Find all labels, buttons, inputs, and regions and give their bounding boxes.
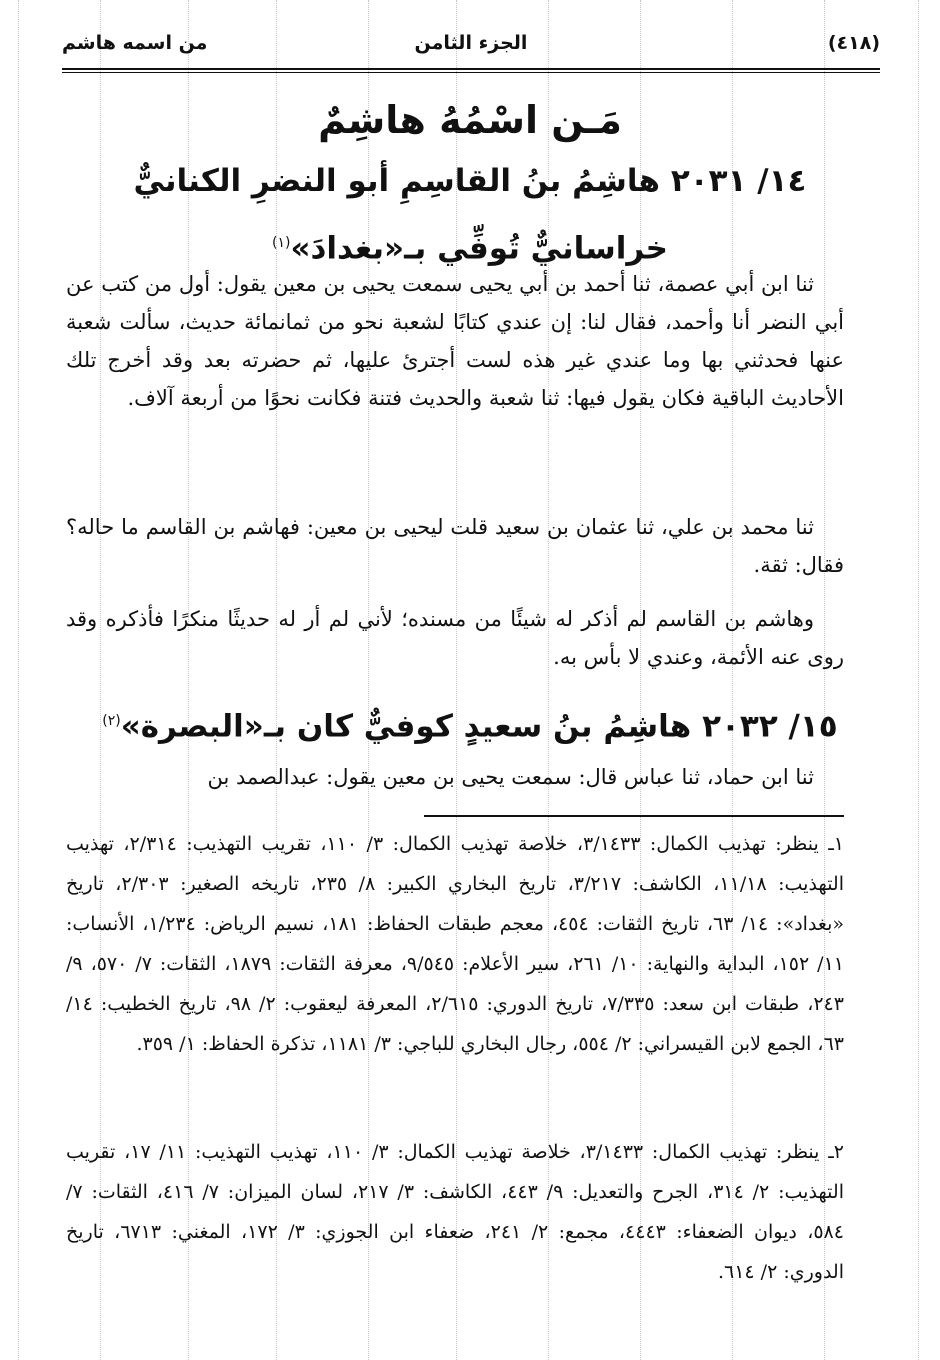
body-paragraph: ثنا ابن أبي عصمة، ثنا أحمد بن أبي يحيى سمعت يحيى بن معين يقول: أول من كتب عن أبي النضر أنا وأحمد، فقال لنا: إن عندي كتابًا لشعبة نحو من ثمانمائة حديث، سألت شعبة عنها فحدثني بها وما عندي غير هذه لست أجترئ عليها، ثم حضرته بعد وقد أخرج تلك الأحاديث الباقية فكان يقول فيها: ثنا شعبة والحديث فتنة فكانت نحوًا من أربعة آلاف. bbox=[66, 272, 844, 410]
header-rule bbox=[62, 72, 880, 73]
footnote: ١ـ ينظر: تهذيب الكمال: ٣/١٤٣٣، خلاصة تهذيب الكمال: ٣/ ١١٠، تقريب التهذيب: ٢/٣١٤، تهذيب التهذيب: ١١/١٨، الكاشف: ٣/٢١٧، تاريخ البخاري الكبير: ٨/ ٢٣٥، تاريخه الصغير: ٢/٣٠٣، تاريخ «بغداد»: ١٤/ ٦٣، تاريخ الثقات: ٤٥٤، معجم طبقات الحفاظ: ١٨١، نسيم الرياض: ١/٢٣٤، الأنساب: ١١/ ١٥٢، البداية والنهاية: ١٠/ ٢٦١، سير الأعلام: ٩/٥٤٥، معرفة الثقات: ١٨٧٩، الثقات: ٧/ ٥٧٠، ٩/ ٢٤٣، طبقات ابن سعد: ٧/٣٣٥، تاريخ الدوري: ٢/٦١٥، المعرفة ليعقوب: ٢/ ٩٨، تاريخ الخطيب: ١٤/ ٦٣، الجمع لابن القيسراني: ٢/ ٥٥٤، رجال البخاري للباجي: ٣/ ١١٨١، تذكرة الحفاظ: ١/ ٣٥٩. bbox=[66, 833, 844, 1055]
footnote-ref: (٢) bbox=[102, 713, 121, 729]
page-number: (٤١٨) bbox=[827, 32, 880, 54]
entry-heading bbox=[60, 690, 880, 757]
entry-heading: ١٤/ ٢٠٣١ هاشِمُ بنُ القاسِمِ أبو النضرِ الكنانيٌّ bbox=[133, 163, 807, 199]
entry-heading-text: ١٥/ ٢٠٣٢ هاشِمُ بنُ سعيدٍ كوفيٌّ كان بـ«البصرة» bbox=[120, 708, 838, 745]
body-paragraph: وهاشم بن القاسم لم أذكر له شيئًا من مسنده؛ لأني لم أر له حديثًا منكرًا فأذكره وقد روى عنه الأئمة، وعندي لا بأس به. bbox=[66, 607, 844, 669]
part-title: الجزء الثامن bbox=[414, 32, 528, 54]
header-rule bbox=[62, 68, 880, 70]
page-header bbox=[62, 24, 880, 74]
running-title: من اسمه هاشم bbox=[62, 32, 208, 54]
margin-dotted-line bbox=[918, 0, 919, 1360]
margin-dotted-line bbox=[18, 0, 19, 1360]
footnote: ٢ـ ينظر: تهذيب الكمال: ٣/١٤٣٣، خلاصة تهذيب الكمال: ٣/ ١١٠، تهذيب التهذيب: ١١/ ١٧، تقريب التهذيب: ٢/ ٣١٤، الجرح والتعديل: ٩/ ٤٤٣، الكاشف: ٣/ ٢١٧، لسان الميزان: ٧/ ٤١٦، الثقات: ٧/ ٥٨٤، ديوان الضعفاء: ٤٤٤٣، مجمع: ٢/ ٢٤١، ضعفاء ابن الجوزي: ٣/ ١٧٢، المغني: ٦٧١٣، تاريخ الدوري: ٢/ ٦١٤. bbox=[66, 1141, 844, 1283]
entry-heading-text: خراسانيٌّ تُوفِّي بـ«بغدادَ» bbox=[290, 230, 669, 267]
section-title: مَـن اسْمُهُ هاشِمٌ bbox=[318, 98, 622, 142]
footnote-separator bbox=[424, 815, 844, 817]
body-paragraph: ثنا محمد بن علي، ثنا عثمان بن سعيد قلت ليحيى بن معين: فهاشم بن القاسم ما حاله؟ فقال: ثقة. bbox=[66, 515, 844, 577]
body-paragraph: ثنا ابن حماد، ثنا عباس قال: سمعت يحيى بن معين يقول: عبدالصمد بن bbox=[207, 765, 814, 789]
footnote-ref: (١) bbox=[271, 235, 291, 251]
